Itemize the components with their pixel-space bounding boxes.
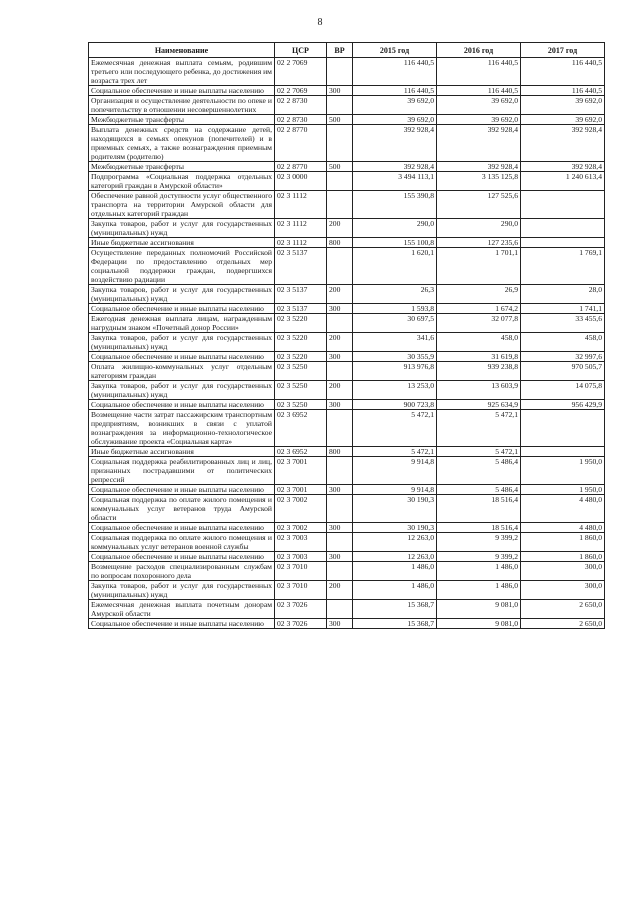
budget-table	[88, 42, 605, 629]
cell-vr	[327, 96, 353, 115]
cell-vr: 800	[327, 447, 353, 457]
cell-name: Иные бюджетные ассигнования	[89, 238, 275, 248]
cell-2017: 1 860,0	[521, 533, 605, 552]
cell-2017: 2 650,0	[521, 600, 605, 619]
cell-csr: 02 3 1112	[275, 238, 327, 248]
cell-2015: 26,3	[353, 285, 437, 304]
cell-csr: 02 2 7069	[275, 58, 327, 86]
cell-2017	[521, 447, 605, 457]
table-row	[89, 400, 605, 410]
table-row	[89, 362, 605, 381]
cell-name: Закупка товаров, работ и услуг для государственных (муниципальных) нужд	[89, 219, 275, 238]
cell-csr: 02 3 5250	[275, 381, 327, 400]
cell-2017: 116 440,5	[521, 86, 605, 96]
cell-2017: 33 455,6	[521, 314, 605, 333]
cell-2016: 3 135 125,8	[437, 172, 521, 191]
cell-vr: 300	[327, 304, 353, 314]
cell-2016: 925 634,9	[437, 400, 521, 410]
table-row	[89, 238, 605, 248]
cell-2015: 1 593,8	[353, 304, 437, 314]
table-row	[89, 219, 605, 238]
cell-2015: 116 440,5	[353, 86, 437, 96]
cell-2016: 9 399,2	[437, 533, 521, 552]
cell-2015: 30 355,9	[353, 352, 437, 362]
cell-2015: 3 494 113,1	[353, 172, 437, 191]
cell-2015: 30 697,5	[353, 314, 437, 333]
table-row	[89, 447, 605, 457]
cell-2016: 127 235,6	[437, 238, 521, 248]
cell-vr	[327, 172, 353, 191]
cell-csr: 02 2 8770	[275, 162, 327, 172]
cell-2017: 300,0	[521, 562, 605, 581]
header-vr: ВР	[327, 43, 353, 58]
cell-name: Ежемесячная денежная выплата почетным донорам Амурской области	[89, 600, 275, 619]
cell-2016: 116 440,5	[437, 86, 521, 96]
header-2016: 2016 год	[437, 43, 521, 58]
cell-2015: 39 692,0	[353, 115, 437, 125]
cell-2015: 15 368,7	[353, 600, 437, 619]
cell-2016: 18 516,4	[437, 523, 521, 533]
cell-name: Межбюджетные трансферты	[89, 162, 275, 172]
cell-2017: 300,0	[521, 581, 605, 600]
cell-2015: 290,0	[353, 219, 437, 238]
cell-2015: 913 976,8	[353, 362, 437, 381]
cell-csr: 02 2 8730	[275, 96, 327, 115]
cell-csr: 02 3 7003	[275, 533, 327, 552]
cell-2015: 30 190,3	[353, 523, 437, 533]
cell-csr: 02 3 5137	[275, 304, 327, 314]
cell-2016: 5 486,4	[437, 485, 521, 495]
cell-2017: 956 429,9	[521, 400, 605, 410]
cell-2017	[521, 238, 605, 248]
table-body	[89, 58, 605, 629]
cell-csr: 02 3 7010	[275, 562, 327, 581]
cell-2017: 1 950,0	[521, 485, 605, 495]
table-row	[89, 96, 605, 115]
cell-2015: 15 368,7	[353, 619, 437, 629]
cell-csr: 02 2 7069	[275, 86, 327, 96]
cell-name: Социальное обеспечение и иные выплаты населению	[89, 400, 275, 410]
cell-2017: 1 240 613,4	[521, 172, 605, 191]
cell-2017: 14 075,8	[521, 381, 605, 400]
cell-vr: 300	[327, 485, 353, 495]
cell-name: Закупка товаров, работ и услуг для государственных (муниципальных) нужд	[89, 285, 275, 304]
cell-vr: 300	[327, 552, 353, 562]
cell-2016: 127 525,6	[437, 191, 521, 219]
cell-2017: 392 928,4	[521, 125, 605, 162]
cell-vr: 200	[327, 581, 353, 600]
cell-csr: 02 3 5220	[275, 352, 327, 362]
cell-2017: 4 480,0	[521, 523, 605, 533]
table-row	[89, 619, 605, 629]
cell-vr	[327, 457, 353, 485]
cell-csr: 02 3 1112	[275, 191, 327, 219]
cell-name: Социальное обеспечение и иные выплаты населению	[89, 485, 275, 495]
cell-name: Ежегодная денежная выплата лицам, награжденным нагрудным знаком «Почетный донор России»	[89, 314, 275, 333]
table-row	[89, 172, 605, 191]
cell-2016: 116 440,5	[437, 58, 521, 86]
cell-2017: 458,0	[521, 333, 605, 352]
cell-csr: 02 3 5220	[275, 314, 327, 333]
cell-2016: 1 701,1	[437, 248, 521, 285]
cell-name: Осуществление переданных полномочий Российской Федерации по предоставлению отдельных мер социальной поддержки граждан, подвергшихся воздействию радиации	[89, 248, 275, 285]
cell-2016: 5 472,1	[437, 410, 521, 447]
cell-2015: 5 472,1	[353, 410, 437, 447]
cell-2016: 32 077,8	[437, 314, 521, 333]
table-row	[89, 86, 605, 96]
table-row	[89, 581, 605, 600]
table-row	[89, 485, 605, 495]
cell-2017: 392 928,4	[521, 162, 605, 172]
cell-name: Социальная поддержка по оплате жилого помещения и коммунальных услуг ветеранов труда Амурской области	[89, 495, 275, 523]
cell-name: Социальное обеспечение и иные выплаты населению	[89, 352, 275, 362]
cell-vr: 300	[327, 523, 353, 533]
cell-vr	[327, 495, 353, 523]
cell-2015: 392 928,4	[353, 125, 437, 162]
cell-name: Обеспечение равной доступности услуг общественного транспорта на территории Амурской области для отдельных категорий граждан	[89, 191, 275, 219]
cell-csr: 02 3 6952	[275, 410, 327, 447]
cell-name: Выплата денежных средств на содержание детей, находящихся в семьях опекунов (попечителей) и в приемных семьях, а также вознаграждения приемным родителям (родителю)	[89, 125, 275, 162]
cell-vr: 200	[327, 381, 353, 400]
cell-csr: 02 3 5137	[275, 285, 327, 304]
cell-name: Оплата жилищно-коммунальных услуг отдельным категориям граждан	[89, 362, 275, 381]
cell-csr: 02 3 6952	[275, 447, 327, 457]
cell-name: Социальное обеспечение и иные выплаты населению	[89, 523, 275, 533]
cell-2016: 9 081,0	[437, 600, 521, 619]
cell-2016: 939 238,8	[437, 362, 521, 381]
cell-vr	[327, 191, 353, 219]
cell-2016: 39 692,0	[437, 96, 521, 115]
cell-csr: 02 3 5137	[275, 248, 327, 285]
cell-2017: 116 440,5	[521, 58, 605, 86]
cell-name: Социальная поддержка по оплате жилого помещения и коммунальных услуг ветеранов военной службы	[89, 533, 275, 552]
table-row	[89, 58, 605, 86]
cell-2016: 458,0	[437, 333, 521, 352]
cell-name: Подпрограмма «Социальная поддержка отдельных категорий граждан в Амурской области»	[89, 172, 275, 191]
cell-csr: 02 3 7002	[275, 495, 327, 523]
cell-vr: 300	[327, 619, 353, 629]
cell-name: Возмещение расходов специализированным службам по вопросам похоронного дела	[89, 562, 275, 581]
cell-vr: 200	[327, 333, 353, 352]
cell-vr	[327, 533, 353, 552]
cell-2017	[521, 410, 605, 447]
cell-2016: 31 619,8	[437, 352, 521, 362]
cell-2015: 39 692,0	[353, 96, 437, 115]
cell-2017: 32 997,6	[521, 352, 605, 362]
cell-2017: 2 650,0	[521, 619, 605, 629]
page-number: 8	[317, 17, 323, 28]
table-header-row	[89, 43, 605, 58]
cell-2016: 5 486,4	[437, 457, 521, 485]
cell-csr: 02 2 8770	[275, 125, 327, 162]
cell-2015: 12 263,0	[353, 552, 437, 562]
cell-name: Межбюджетные трансферты	[89, 115, 275, 125]
table-row	[89, 523, 605, 533]
cell-name: Социальное обеспечение и иные выплаты населению	[89, 552, 275, 562]
cell-2015: 5 472,1	[353, 447, 437, 457]
cell-2017: 28,0	[521, 285, 605, 304]
cell-2016: 392 928,4	[437, 162, 521, 172]
table-row	[89, 600, 605, 619]
cell-2016: 1 486,0	[437, 581, 521, 600]
cell-2016: 9 399,2	[437, 552, 521, 562]
cell-csr: 02 3 7001	[275, 457, 327, 485]
cell-vr	[327, 248, 353, 285]
cell-csr: 02 3 7001	[275, 485, 327, 495]
cell-2016: 392 928,4	[437, 125, 521, 162]
table-row	[89, 304, 605, 314]
cell-name: Социальное обеспечение и иные выплаты населению	[89, 304, 275, 314]
cell-2016: 9 081,0	[437, 619, 521, 629]
cell-2015: 9 914,8	[353, 485, 437, 495]
table-row	[89, 125, 605, 162]
table-row	[89, 333, 605, 352]
cell-vr	[327, 410, 353, 447]
cell-2015: 9 914,8	[353, 457, 437, 485]
cell-csr: 02 3 1112	[275, 219, 327, 238]
cell-name: Социальное обеспечение и иные выплаты населению	[89, 619, 275, 629]
table-row	[89, 495, 605, 523]
cell-2017: 970 505,7	[521, 362, 605, 381]
table-row	[89, 352, 605, 362]
cell-2017: 39 692,0	[521, 96, 605, 115]
cell-name: Социальное обеспечение и иные выплаты населению	[89, 86, 275, 96]
cell-name: Закупка товаров, работ и услуг для государственных (муниципальных) нужд	[89, 333, 275, 352]
cell-vr: 500	[327, 115, 353, 125]
header-2015: 2015 год	[353, 43, 437, 58]
cell-2015: 1 620,1	[353, 248, 437, 285]
table-row	[89, 457, 605, 485]
table-row	[89, 552, 605, 562]
cell-2016: 1 486,0	[437, 562, 521, 581]
cell-vr	[327, 362, 353, 381]
cell-csr: 02 3 7003	[275, 552, 327, 562]
cell-2017: 1 950,0	[521, 457, 605, 485]
cell-csr: 02 3 5220	[275, 333, 327, 352]
header-2017: 2017 год	[521, 43, 605, 58]
cell-2015: 392 928,4	[353, 162, 437, 172]
cell-csr: 02 3 7002	[275, 523, 327, 533]
cell-2015: 155 100,8	[353, 238, 437, 248]
cell-csr: 02 3 7010	[275, 581, 327, 600]
cell-csr: 02 3 7026	[275, 600, 327, 619]
cell-2017: 1 860,0	[521, 552, 605, 562]
table-row	[89, 381, 605, 400]
cell-2016: 5 472,1	[437, 447, 521, 457]
cell-csr: 02 3 5250	[275, 400, 327, 410]
cell-2016: 26,9	[437, 285, 521, 304]
cell-2015: 12 263,0	[353, 533, 437, 552]
cell-2015: 1 486,0	[353, 562, 437, 581]
table-row	[89, 562, 605, 581]
cell-csr: 02 3 5250	[275, 362, 327, 381]
header-csr: ЦСР	[275, 43, 327, 58]
cell-name: Организация и осуществление деятельности по опеке и попечительству в отношении несовершеннолетних	[89, 96, 275, 115]
cell-2016: 39 692,0	[437, 115, 521, 125]
cell-2017	[521, 219, 605, 238]
cell-vr	[327, 314, 353, 333]
cell-2016: 13 603,9	[437, 381, 521, 400]
cell-vr: 300	[327, 86, 353, 96]
cell-vr: 300	[327, 352, 353, 362]
table-row	[89, 115, 605, 125]
cell-2017: 1 741,1	[521, 304, 605, 314]
cell-name: Закупка товаров, работ и услуг для государственных (муниципальных) нужд	[89, 581, 275, 600]
table-row	[89, 533, 605, 552]
cell-name: Закупка товаров, работ и услуг для государственных (муниципальных) нужд	[89, 381, 275, 400]
cell-vr	[327, 58, 353, 86]
cell-csr: 02 3 0000	[275, 172, 327, 191]
table-row	[89, 191, 605, 219]
cell-vr: 500	[327, 162, 353, 172]
cell-vr	[327, 562, 353, 581]
table-row	[89, 162, 605, 172]
cell-vr: 300	[327, 400, 353, 410]
cell-2015: 116 440,5	[353, 58, 437, 86]
cell-2017: 1 769,1	[521, 248, 605, 285]
cell-2015: 13 253,0	[353, 381, 437, 400]
cell-2017: 39 692,0	[521, 115, 605, 125]
cell-vr: 200	[327, 219, 353, 238]
cell-2015: 155 390,8	[353, 191, 437, 219]
cell-2015: 30 190,3	[353, 495, 437, 523]
cell-csr: 02 3 7026	[275, 619, 327, 629]
cell-2017	[521, 191, 605, 219]
cell-2017: 4 480,0	[521, 495, 605, 523]
table-row	[89, 314, 605, 333]
cell-name: Ежемесячная денежная выплата семьям, родившим третьего или последующего ребенка, до достижения им возраста трех лет	[89, 58, 275, 86]
cell-2016: 1 674,2	[437, 304, 521, 314]
table-row	[89, 410, 605, 447]
table-row	[89, 285, 605, 304]
cell-2016: 290,0	[437, 219, 521, 238]
cell-2015: 341,6	[353, 333, 437, 352]
table-row	[89, 248, 605, 285]
cell-name: Социальная поддержка реабилитированных лиц и лиц, признанных пострадавшими от политических репрессий	[89, 457, 275, 485]
cell-csr: 02 2 8730	[275, 115, 327, 125]
cell-2016: 18 516,4	[437, 495, 521, 523]
cell-vr: 800	[327, 238, 353, 248]
cell-name: Возмещение части затрат пассажирским транспортным предприятиям, возникших в связи с уплатой вознаграждения за информационно-технологическое обслуживание проекта «Социальная карта»	[89, 410, 275, 447]
cell-2015: 1 486,0	[353, 581, 437, 600]
cell-vr: 200	[327, 285, 353, 304]
cell-vr	[327, 600, 353, 619]
cell-vr	[327, 125, 353, 162]
header-name: Наименование	[89, 43, 275, 58]
cell-2015: 900 723,8	[353, 400, 437, 410]
cell-name: Иные бюджетные ассигнования	[89, 447, 275, 457]
